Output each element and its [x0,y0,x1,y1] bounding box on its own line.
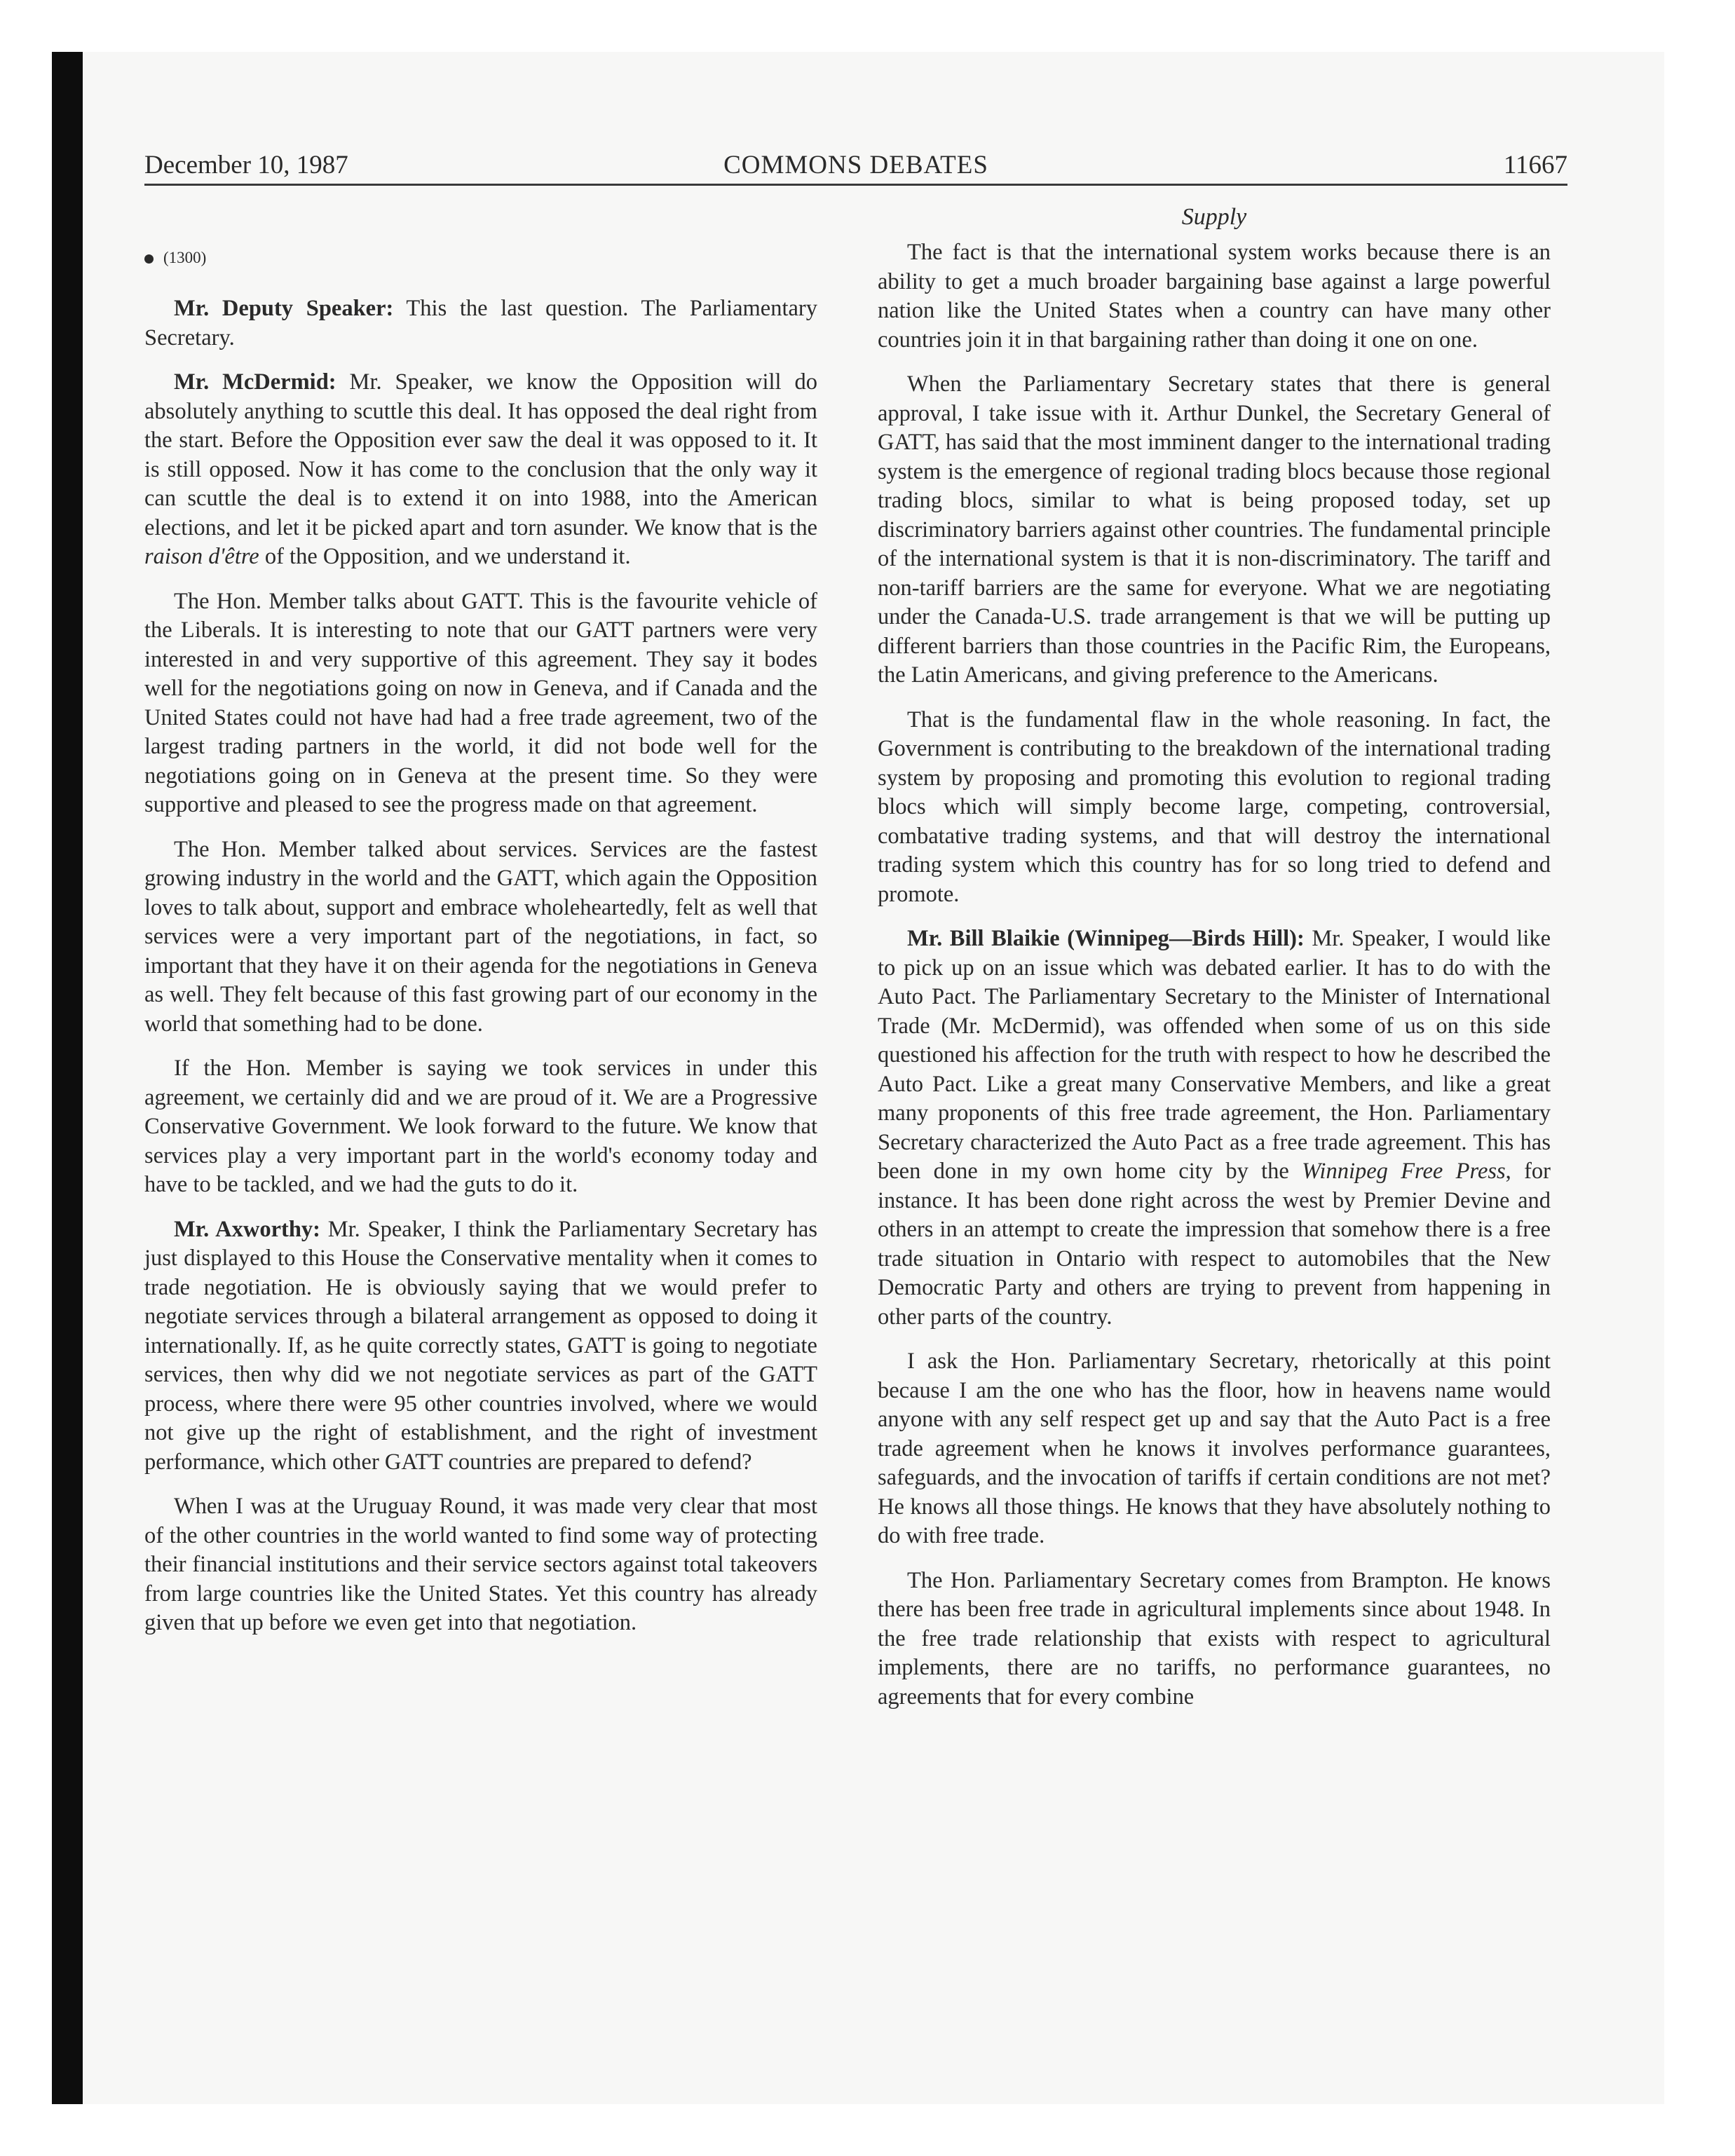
right-column [878,202,1551,1912]
paragraph: When I was at the Uruguay Round, it was made very clear that most of the other countries in the world wanted to find some way of protecting their financial institutions and their service sectors against total takeovers from large countries like the United States. Yet this country has already given that up before we even get into that negotiation. [144,1494,817,1635]
paragraph: When the Parliamentary Secretary states that there is general approval, I take issue with it. Arthur Dunkel, the Secretary General of GATT, has said that the most imminent danger to the international trading system is the emergence of regional trading blocs because those regional trading blocs, similar to what is being proposed today, set up discriminatory barriers against other countries. The fundamental principle of the international system is that it is non-discriminatory. The tariff and non-tariff barriers are the same for everyone. What we are negotiating under the Canada-U.S. trade arrangement is that we will be putting up different barriers than those countries in the Pacific Rim, the Europeans, the Latin Americans, and giving preference to the Americans. [878,371,1551,688]
paragraph-text: of the Opposition, and we understand it. [259,544,631,569]
paragraph: That is the fundamental flaw in the whole reasoning. In fact, the Government is contributing to the breakdown of the international trading system by proposing and promoting this evolution to regional trading blocs which will simply become large, competing, controversial, combatative trading systems, and that will destroy the international trading system which this country has for so long tried to defend and promote. [878,707,1551,907]
header-title: COMMONS DEBATES [723,151,988,179]
speaker-name: Mr. Bill Blaikie (Winnipeg—Birds Hill): [907,926,1305,951]
paragraph: I ask the Hon. Parliamentary Secretary, rhetorically at this point because I am the one who has the floor, how in heavens name would anyone with any self respect get up and say that the Auto Pact is a free trade agreement when he knows it involves performance guarantees, safeguards, and the invocation of tariffs if certain conditions are not met? He knows all those things. He knows that they have absolutely nothing to do with free trade. [878,1349,1551,1548]
speaker-name: Mr. Deputy Speaker: [174,296,394,321]
page-header [144,149,1567,182]
left-column [144,202,817,1912]
bullet-icon [144,254,154,264]
paragraph-text: Mr. Speaker, I would like to pick up on an issue which was debated earlier. It has to do with the Auto Pact. The Parliamentary Secretary to the Minister of International Trade (Mr. McDermid), was offended when some of us on this side questioned his affection for the truth with respect to how he described the Auto Pact. Like a great many Conservative Members, and like a great many proponents of this free trade agreement, the Hon. Parliamentary Secretary characterized the Auto Pact as a free trade agreement. This has been done in my own home city by the [878,926,1551,1184]
paragraph: The Hon. Member talked about services. Services are the fastest growing industry in the world and the GATT, which again the Opposition loves to talk about, support and embrace wholeheartedly, felt as well that services were a very important part of the negotiations, in fact, so important that they have it on their agenda for the negotiations in Geneva as well. They felt because of this fast growing part of our economy in the world that something had to be done. [144,836,817,1037]
paragraph [144,1215,817,1478]
paragraph [878,925,1551,1332]
paragraph: The fact is that the international system works because there is an ability to get a much broader bargaining base against a large powerful nation like the United States when a country can have many other countries join it in that bargaining rather than doing it one on one. [878,240,1551,353]
paragraph: The Hon. Member talks about GATT. This is the favourite vehicle of the Liberals. It is interesting to note that our GATT partners were very interested in and very supportive of this agreement. They say it bodes well for the negotiations going on now in Geneva, and if Canada and the United States could not have had had a free trade agreement, two of the largest trading partners in the world, it did not bode well for the negotiations going on in Geneva at the present time. So they were supportive and pleased to see the progress made on that agreement. [144,588,817,817]
time-mark-label: (1300) [163,249,207,266]
paragraph: If the Hon. Member is saying we took services in under this agreement, we certainly did and we are proud of it. We are a Progressive Conservative Government. We look forward to the future. We know that services play a very important part in the world's economy today and have to be tackled, and we had the guts to do it. [144,1056,817,1197]
header-date: December 10, 1987 [144,151,348,179]
running-head: Supply [1181,204,1247,230]
time-mark [144,243,817,273]
header-rule [144,184,1567,186]
speaker-name: Mr. McDermid: [174,369,336,395]
scan-edge [52,52,83,2104]
paragraph: The Hon. Parliamentary Secretary comes from Brampton. He knows there has been free trade in agricultural implements since about 1948. In the free trade relationship that exists with respect to agricultural implements, there are no tariffs, no performance guarantees, no agreements that for every combine [878,1567,1551,1710]
paragraph-text: Mr. Speaker, I think the Parliamentary Secretary has just displayed to this House the Conservative mentality when it comes to trade negotiation. He is obviously saying that we would prefer to negotiate services through a bilateral arrangement as opposed to doing it internationally. If, as he quite correctly states, GATT is going to negotiate services, then why did we not negotiate services as part of the GATT process, where there were 95 other countries involved, where we would not give up the right of establishment, and the right of investment performance, which other GATT countries are prepared to defend? [144,1216,817,1475]
paragraph-text: Mr. Speaker, we know the Opposition will do absolutely anything to scuttle this deal. It has opposed the deal right from the start. Before the Opposition ever saw the deal it was opposed to it. It is still opposed. Now it has come to the conclusion that the only way it can scuttle the deal is to extend it on into 1988, into the American elections, and let it be picked apart and torn asunder. We know that is the [144,369,817,540]
speaker-name: Mr. Axworthy: [174,1216,321,1242]
paragraph-text: This the last question. The Parliamentary Secretary. [144,296,818,350]
italic-text: Winnipeg Free Press [1302,1159,1506,1184]
paragraph [144,294,817,353]
italic-text: raison d'être [144,544,259,569]
paragraph [144,368,817,572]
header-page-number: 11667 [1503,151,1567,179]
paragraph-text: , for instance. It has been done right across the west by Premier Devine and others in an attempt to create the impression that somehow there is a free trade situation in Ontario with respect to automobiles that the New Democratic Party and others are trying to prevent from happening in other parts of the country. [878,1159,1551,1330]
